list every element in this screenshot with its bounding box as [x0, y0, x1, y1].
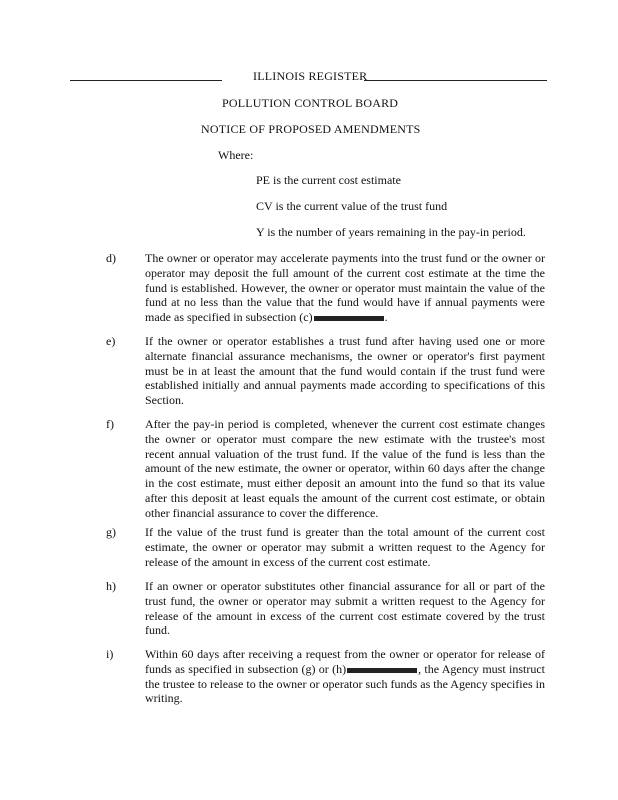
paragraph-i-text: Within 60 days after receiving a request from the owner or operator for release of funds as specified in subsection (g) or (h) — [145, 647, 545, 676]
header-rule — [364, 80, 547, 81]
where-item-pe: PE is the current cost estimate — [256, 173, 401, 187]
paragraph-f: After the pay-in period is completed, whenever the current cost estimate changes the owner or operator must compare the new estimate with the trustee's most recent annual valuation of the trust fund. If the value of the fund is less than the amount of the new estimate, the owner or operator, within 60 days after the change in the cost estimate, must either deposit an amount into the fund so that its value after this deposit at least equals the amount of the current cost estimate, or obtain other financial assurance to cover the difference. — [145, 417, 545, 520]
paragraph-letter-i: i) — [106, 647, 114, 661]
where-label: Where: — [218, 148, 254, 162]
paragraph-letter-f: f) — [106, 417, 114, 431]
header-rule — [70, 80, 222, 81]
paragraph-letter-d: d) — [106, 251, 116, 265]
paragraph-g: If the value of the trust fund is greater than the total amount of the current cost estimate, the owner or operator may submit a written request to the Agency for release of the amount in excess of the current cost estimate. — [145, 525, 545, 569]
redaction-mark — [347, 668, 417, 673]
paragraph-d — [145, 251, 545, 325]
paragraph-d-end: . — [384, 310, 388, 325]
notice-title: NOTICE OF PROPOSED AMENDMENTS — [201, 122, 421, 136]
paragraph-i — [145, 647, 545, 706]
paragraph-letter-g: g) — [106, 525, 116, 539]
paragraph-letter-e: e) — [106, 334, 116, 348]
paragraph-letter-h: h) — [106, 579, 116, 593]
paragraph-h: If an owner or operator substitutes other financial assurance for all or part of the trust fund, the owner or operator may submit a written request to the Agency for release of the amount in excess of the current cost estimate covered by the trust fund. — [145, 579, 545, 638]
redaction-mark — [314, 316, 384, 321]
paragraph-e: If the owner or operator establishes a trust fund after having used one or more alternate financial assurance mechanisms, the owner or operator's first payment must be in at least the amount that the fund would contain if the trust fund were established initially and annual payments made according to specifications of this Section. — [145, 334, 545, 408]
register-title: ILLINOIS REGISTER — [253, 69, 368, 83]
where-item-cv: CV is the current value of the trust fund — [256, 199, 448, 213]
where-item-y: Y is the number of years remaining in the pay-in period. — [256, 225, 526, 239]
board-title: POLLUTION CONTROL BOARD — [222, 96, 399, 110]
paragraph-i-end: , the Agency must instruct the trustee to release to the owner or operator such funds as the Agency specifies in writing. — [145, 661, 545, 706]
paragraph-d-text: The owner or operator may accelerate payments into the trust fund or the owner or operator may deposit the full amount of the current cost estimate at the time the fund is established. However, the owner or operator must maintain the value of the fund at no less than the value that the fund would have if annual payments were made as specified in subsection (c) — [145, 251, 545, 325]
